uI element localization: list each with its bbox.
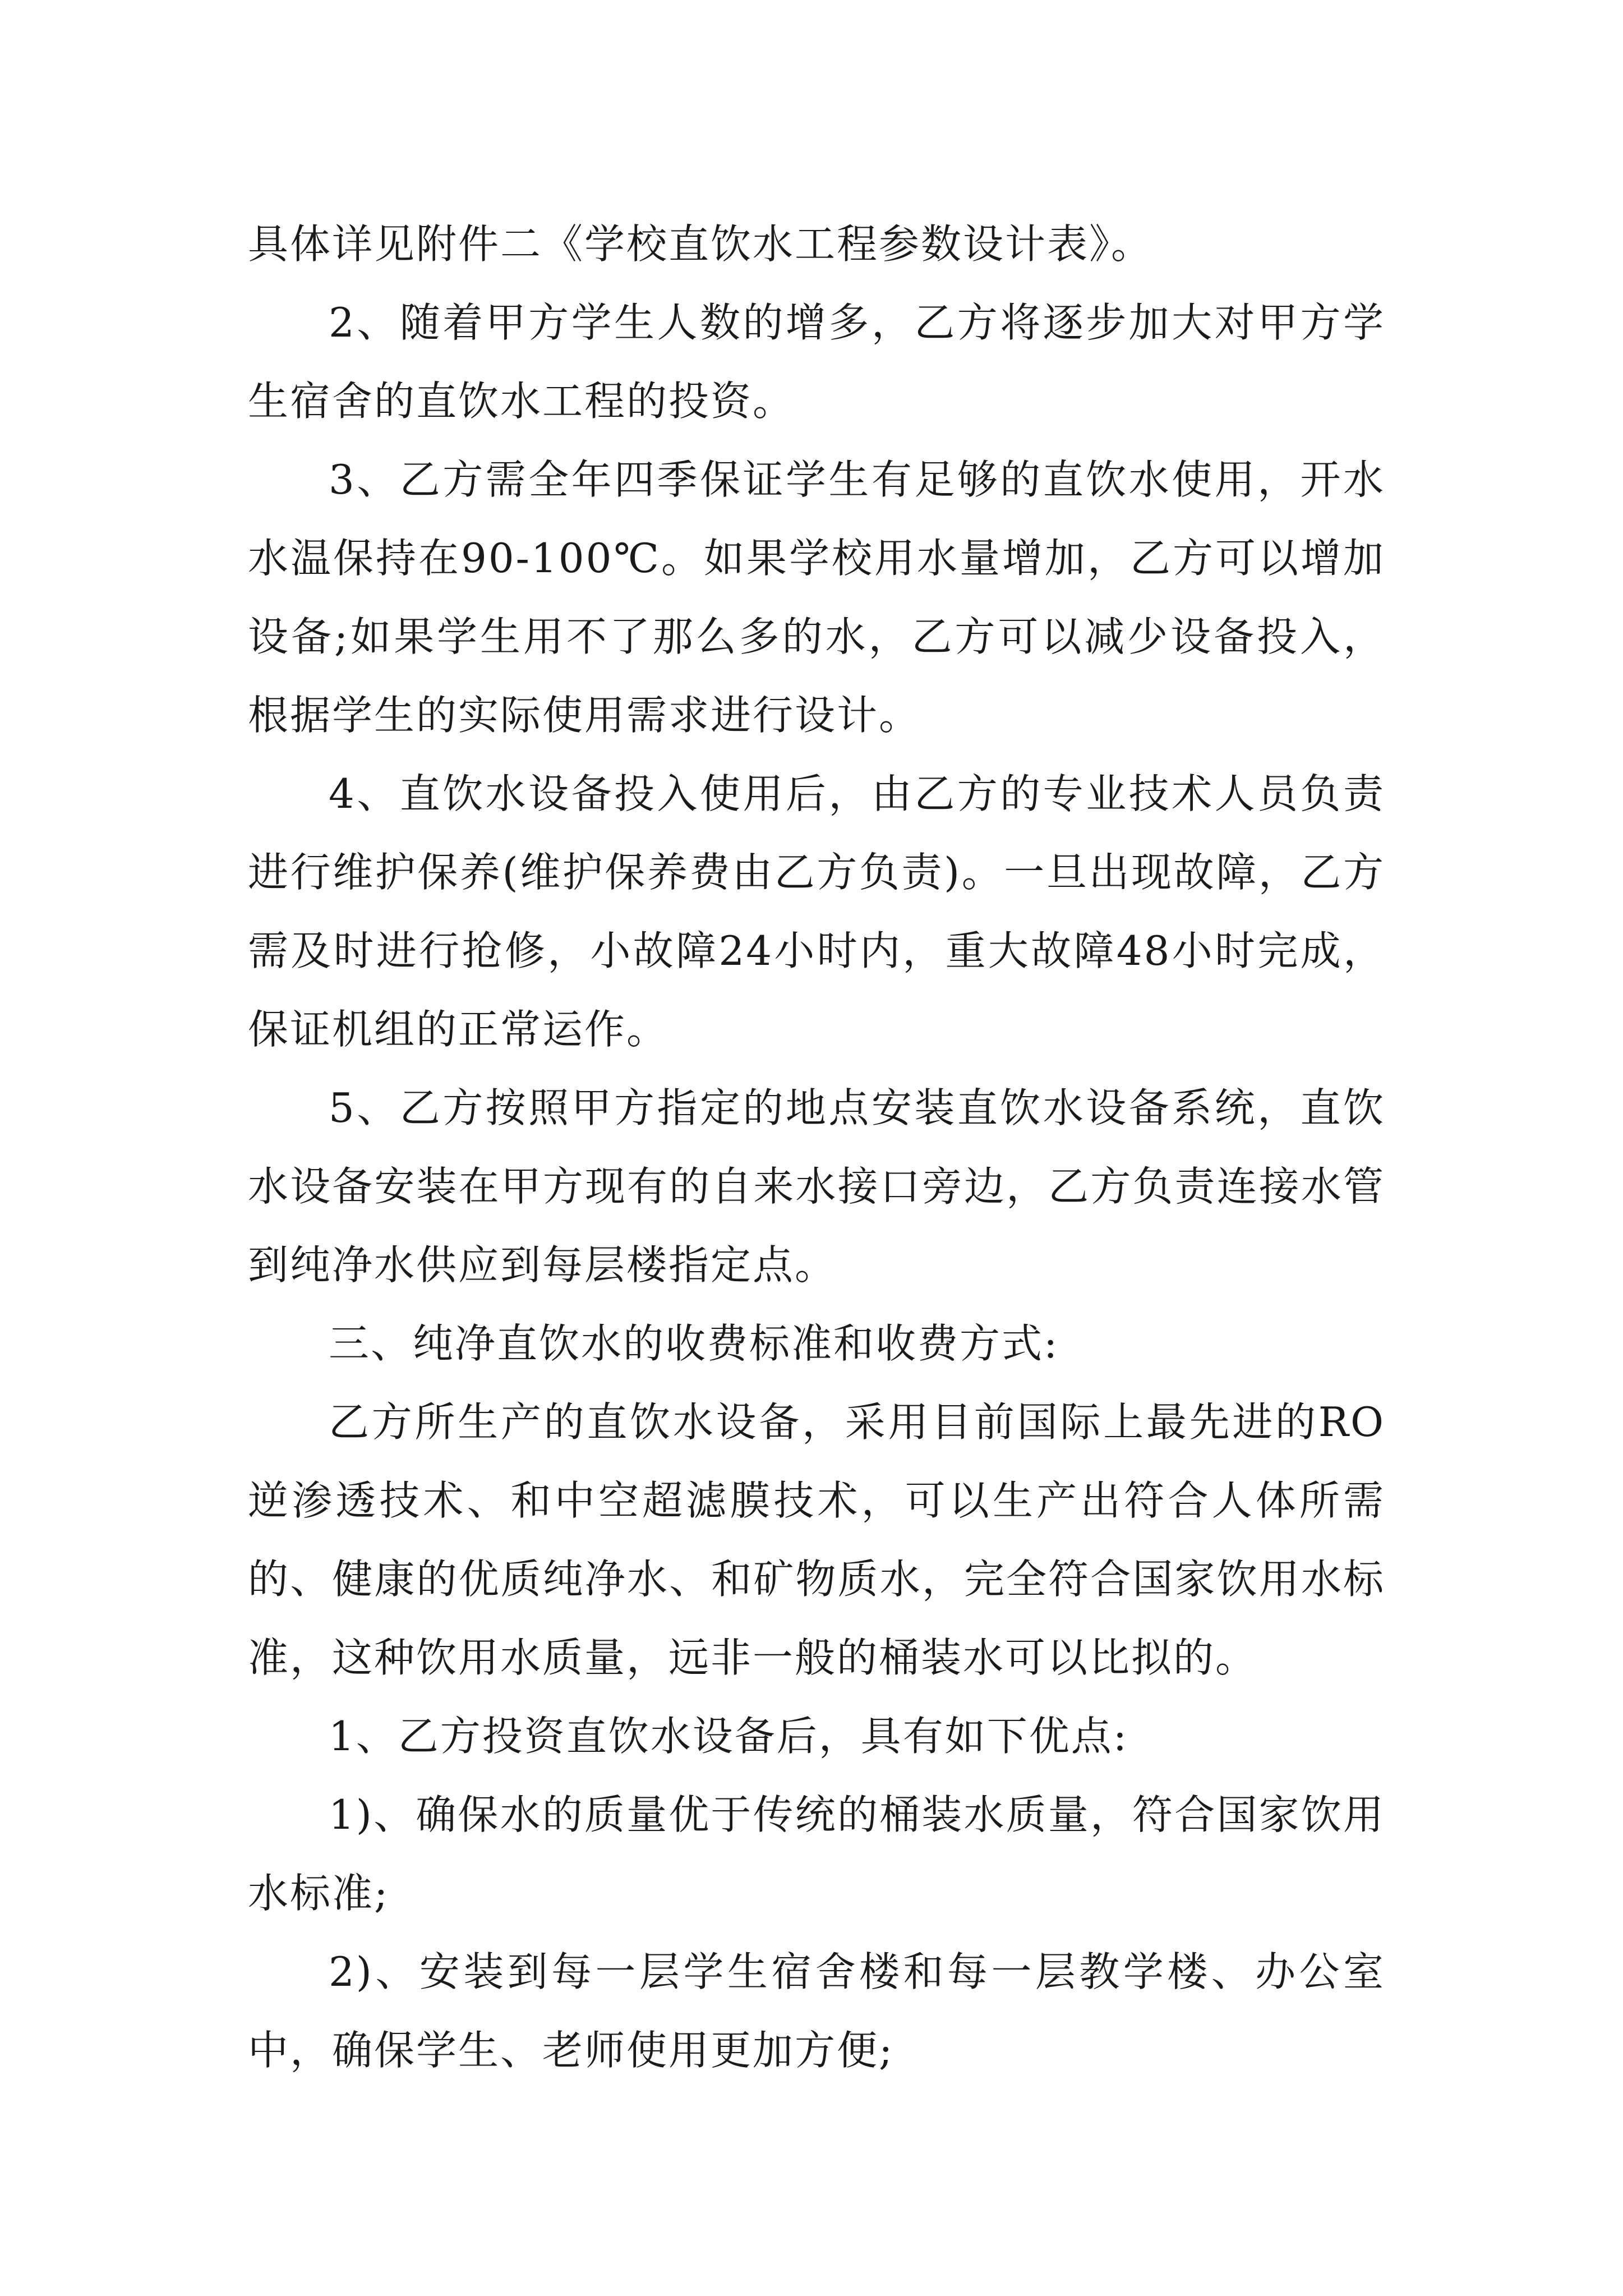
- document-body: [248, 205, 1385, 2090]
- paragraph-advantages-intro: 1、乙方投资直饮水设备后，具有如下优点:: [329, 1713, 1129, 1760]
- paragraph-clause-3: 3、乙方需全年四季保证学生有足够的直饮水使用，开水水温保持在90-100℃。如果学校用水量增加，乙方可以增加设备;如果学生用不了那么多的水，乙方可以减少设备投入，根据学生的实际使用需求进行设计。: [248, 456, 1385, 739]
- paragraph-equipment-description: 乙方所生产的直饮水设备，采用目前国际上最先进的RO逆渗透技术、和中空超滤膜技术，可以生产出符合人体所需的、健康的优质纯净水、和矿物质水，完全符合国家饮用水标准，这种饮用水质量，远非一般的桶装水可以比拟的。: [248, 1398, 1385, 1681]
- paragraph-clause-5: 5、乙方按照甲方指定的地点安装直饮水设备系统，直饮水设备安装在甲方现有的自来水接口旁边，乙方负责连接水管到纯净水供应到每层楼指定点。: [248, 1084, 1385, 1289]
- section-heading-fees: 三、纯净直饮水的收费标准和收费方式:: [329, 1320, 1059, 1367]
- paragraph-clause-4: 4、直饮水设备投入使用后，由乙方的专业技术人员负责进行维护保养(维护保养费由乙方负责)。一旦出现故障，乙方需及时进行抢修，小故障24小时内，重大故障48小时完成，保证机组的正常运作。: [248, 770, 1385, 1053]
- paragraph-advantage-2: 2)、安装到每一层学生宿舍楼和每一层教学楼、办公室中，确保学生、老师使用更加方便;: [248, 1948, 1385, 2074]
- paragraph-attachment-reference: 具体详见附件二《学校直饮水工程参数设计表》。: [248, 220, 1154, 268]
- paragraph-advantage-1: 1)、确保水的质量优于传统的桶装水质量，符合国家饮用水标准;: [248, 1791, 1385, 1917]
- paragraph-clause-2: 2、随着甲方学生人数的增多，乙方将逐步加大对甲方学生宿舍的直饮水工程的投资。: [248, 299, 1385, 425]
